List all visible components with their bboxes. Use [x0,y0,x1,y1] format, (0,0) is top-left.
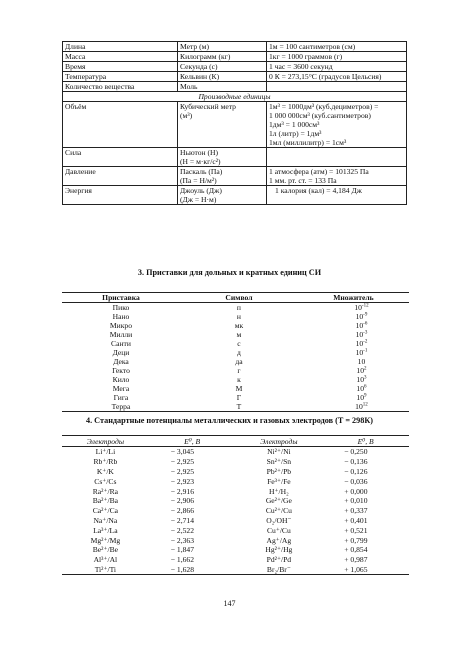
electrode-cell: Rb⁺/Rb [93,457,118,467]
multiplier-base: 10 [356,384,365,393]
potential-value: − 2,923 [170,476,195,486]
unit-line: (Па = Н/м²) [180,176,217,185]
derived-row [63,148,407,167]
potential-value: − 2,363 [170,535,195,545]
multiplier-base: 10 [355,321,364,330]
quantity-cell: Масса [63,52,178,62]
si-units-table [62,41,407,205]
derived-row [63,167,407,186]
multiplier-exponent: -9 [363,312,368,318]
prefix-symbol: д [237,348,241,357]
potentials-header-row [62,436,409,447]
prefix-multiplier [298,339,409,348]
electrode-cell: Ni²⁺/Ni [267,447,291,457]
prefix-symbol: п [236,303,241,312]
derived-row [63,102,407,148]
section-4-heading: 4. Стандартные потенциалы металлических и газовых электродов (Т = 298К) [85,416,373,425]
multiplier-base: 10 [355,330,364,339]
unit-cell [178,148,267,167]
electrode-cell: Be²⁺/Be [92,545,118,555]
potential-value: − 0,136 [344,457,368,467]
prefix-row [62,321,409,330]
multiplier-base: 10 [355,402,363,411]
electrode-cell: Li⁺/Li [95,447,116,457]
relation-cell [267,102,407,148]
relation-cell: 1м = 100 сантиметров (см) [267,42,407,52]
prefix-name: Терра [62,402,180,412]
multiplier-exponent: -6 [363,321,368,327]
potential-row [62,457,409,467]
multiplier-base: 10 [357,357,366,366]
potential-value: + 0,337 [344,506,368,516]
multiplier-base: 10 [354,303,362,312]
multiplier-exponent: 2 [364,366,367,372]
potential-row [62,447,409,457]
multiplier-exponent: 6 [364,384,367,390]
relation-line: 1 000 000см³ (куб.сантиметров) [269,111,371,120]
potential-value: + 0,000 [344,486,368,496]
potential-value: − 2,925 [170,466,195,476]
relation-line: 1м³ = 1000дм³ (куб.дециметров) = [269,102,379,111]
electrode-cell: Br₂/Br⁻ [236,565,323,575]
relation-cell [267,148,407,167]
derived-units-header-row [63,92,407,102]
prefix-row [62,312,409,321]
prefix-multiplier [298,402,409,412]
electrode-cell: Al³⁺/Al [93,555,118,565]
electrode-cell: Ag⁺/Ag [266,535,292,545]
multiplier-base: 10 [356,366,365,375]
prefix-symbol: Г [236,393,242,402]
prefix-name: Кило [112,375,130,384]
electrode-column-header: Электроды [236,436,323,447]
quantity-cell: Сила [63,148,178,167]
electrode-cell: Na⁺/Na [93,515,118,525]
electrode-cell: Ra²⁺/Ra [92,486,118,496]
prefix-name: Гекто [112,366,130,375]
potential-row [62,525,409,535]
unit-line: (Дж = Н·м) [180,195,217,204]
prefix-multiplier [298,375,409,384]
prefix-name: Санти [111,339,131,348]
electrode-column-header: Электроды [62,436,149,447]
potential-value: − 3,045 [170,447,195,457]
prefix-symbol: н [236,312,241,321]
potential-value: + 0,854 [344,545,368,555]
multiplier-exponent: -12 [361,303,369,309]
relation-cell: 1 час = 3600 секунд [267,62,407,72]
units-row [63,62,407,72]
prefix-row [62,402,409,412]
units-row [63,42,407,52]
electrode-cell: O₂/OH⁻ [266,515,292,525]
prefix-row [62,366,409,375]
quantity-cell: Время [63,62,178,72]
unit-line: Ньютон (Н) [180,148,219,157]
relation-line: 1 атмосфера (атм) = 101325 Па [269,167,369,176]
relation-cell: 1кг = 1000 граммов (г) [267,52,407,62]
prefix-name: Пико [112,303,130,312]
prefix-multiplier [298,303,409,313]
prefix-name: Мега [112,384,130,393]
units-row [63,72,407,82]
relation-cell [267,82,407,92]
units-row [63,52,407,62]
potential-row [62,476,409,486]
prefix-symbol: м [236,330,242,339]
prefix-symbol: г [237,366,241,375]
potential-value: − 2,925 [170,457,195,467]
potential-value: + 0,799 [344,535,368,545]
potential-value: − 2,866 [170,506,195,516]
potential-value: − 1,662 [170,555,195,565]
derived-row [63,186,407,205]
potential-row [62,535,409,545]
multiplier-exponent: -3 [363,330,368,336]
prefix-name: Микро [109,321,133,330]
prefix-name: Нано [112,312,130,321]
unit-line: Джоуль (Дж) [180,186,222,195]
unit-cell: Кельвин (К) [178,72,267,82]
prefix-name: Гига [113,393,129,402]
multiplier-exponent: 3 [364,375,367,381]
prefix-row [62,303,409,313]
potential-row [62,486,409,496]
electrode-cell: H⁺/H₂ [269,486,289,496]
prefix-row [62,384,409,393]
electrode-cell: Ge²⁺/Ge [265,496,292,506]
potential-row [62,565,409,575]
prefix-row [62,375,409,384]
quantity-cell: Давление [63,167,178,186]
potential-value: − 2,916 [170,486,195,496]
prefix-symbol: с [237,339,241,348]
quantity-cell: Длина [63,42,178,52]
potential-value: + 0,521 [344,525,368,535]
prefix-row [62,348,409,357]
prefix-multiplier [298,357,409,366]
prefixes-header-row [62,293,409,303]
electrode-cell: Cu²⁺/Cu [265,506,292,516]
electrode-cell: La³⁺/La [93,525,118,535]
prefix-multiplier [298,384,409,393]
relation-cell [267,167,407,186]
units-row [63,82,407,92]
electrode-cell: Pd²⁺/Pd [266,555,292,565]
unit-cell: Метр (м) [178,42,267,52]
unit-cell [178,102,267,148]
unit-cell [178,186,267,205]
prefix-row [62,330,409,339]
potential-value: − 1,847 [170,545,195,555]
prefix-multiplier [298,312,409,321]
electrode-cell: Sn²⁺/Sn [266,457,292,467]
page-number: 147 [223,599,236,608]
potential-value: − 2,522 [170,525,195,535]
multiplier-base: 10 [355,348,364,357]
electrode-cell: K⁺/K [96,466,114,476]
multiplier-base: 10 [355,312,364,321]
derived-units-label: Производные единицы [63,92,407,102]
electrode-potentials-table [62,435,409,575]
prefix-name: Милли [109,330,133,339]
electrode-cell: Ba²⁺/Ba [92,496,118,506]
prefix-symbol: к [237,375,241,384]
unit-line: (м³) [180,111,193,120]
section-3-heading: 3. Приставки для дольных и кратных единиц СИ [137,268,322,277]
potential-row [62,555,409,565]
multiplier-base: 10 [356,393,365,402]
unit-line: Кубический метр [180,102,236,111]
si-prefixes-table [62,292,409,412]
relation-line: 1дм³ = 1 000см³ [269,120,320,129]
prefix-row [62,339,409,348]
electrode-cell: Ti²⁺/Ti [62,565,149,575]
prefix-multiplier [298,348,409,357]
electrode-cell: Fe³⁺/Fe [267,476,291,486]
relation-line: 1мл (миллилитр) = 1см³ [269,138,347,147]
relation-line: 1л (литр) = 1дм³ [269,129,322,138]
relation-line: 1 калория (кал) = 4,184 Дж [275,186,362,195]
quantity-cell: Температура [63,72,178,82]
potential-value: − 2,714 [170,515,195,525]
relation-cell: 0 К = 273,15°С (градусов Цельсия) [267,72,407,82]
relation-cell [267,186,407,205]
prefix-name: Дека [113,357,129,366]
unit-cell: Секунда (с) [178,62,267,72]
multiplier-exponent: 9 [364,393,367,399]
prefix-column-header: Приставка [62,293,180,303]
potential-row [62,545,409,555]
unit-cell [178,167,267,186]
prefix-row [62,393,409,402]
electrode-cell: Cu⁺/Cu [266,525,291,535]
prefix-row [62,357,409,366]
prefix-name: Деци [112,348,130,357]
potential-column-header: E⁰, В [149,436,236,447]
electrode-cell: Mg²⁺/Mg [90,535,121,545]
multiplier-exponent: -1 [363,348,368,354]
potential-value: + 1,065 [322,565,409,575]
potential-value: + 0,401 [344,515,368,525]
potential-row [62,506,409,516]
potential-value: − 0,250 [344,447,368,457]
prefix-multiplier [298,393,409,402]
multiplier-base: 10 [355,339,364,348]
prefix-symbol: Т [180,402,298,412]
potential-value: − 0,036 [344,476,368,486]
potential-value: − 2,906 [170,496,195,506]
quantity-cell: Энергия [63,186,178,205]
multiplier-exponent: -2 [363,339,368,345]
symbol-column-header: Символ [180,293,298,303]
unit-line: Паскаль (Па) [180,167,223,176]
potential-value: − 0,126 [344,466,368,476]
unit-cell: Моль [178,82,267,92]
potential-column-header: E⁰, В [322,436,409,447]
electrode-cell: Hg²⁺/Hg [265,545,293,555]
relation-line: 1 мм. рт. ст. = 133 Па [269,176,337,185]
potential-value: + 0,987 [344,555,368,565]
prefix-multiplier [298,366,409,375]
electrode-cell: Ca²⁺/Ca [92,506,118,516]
prefix-symbol: М [235,384,243,393]
multiplier-base: 10 [356,375,365,384]
potential-row [62,516,409,526]
quantity-cell: Количество вещества [63,82,178,92]
prefix-symbol: мк [234,321,244,330]
potential-row [62,467,409,477]
multiplier-column-header: Множитель [298,293,409,303]
quantity-cell: Объём [63,102,178,148]
prefix-multiplier [298,330,409,339]
multiplier-exponent: 12 [362,402,368,408]
electrode-cell: Pb²⁺/Pb [266,466,292,476]
prefix-symbol: да [235,357,243,366]
unit-cell: Килограмм (кг) [178,52,267,62]
potential-value: − 1,628 [149,565,236,575]
prefix-multiplier [298,321,409,330]
potential-value: + 0,010 [344,496,368,506]
unit-line: (Н = м·кг/с²) [180,157,221,166]
electrode-cell: Cs⁺/Cs [94,476,117,486]
potential-row [62,496,409,506]
